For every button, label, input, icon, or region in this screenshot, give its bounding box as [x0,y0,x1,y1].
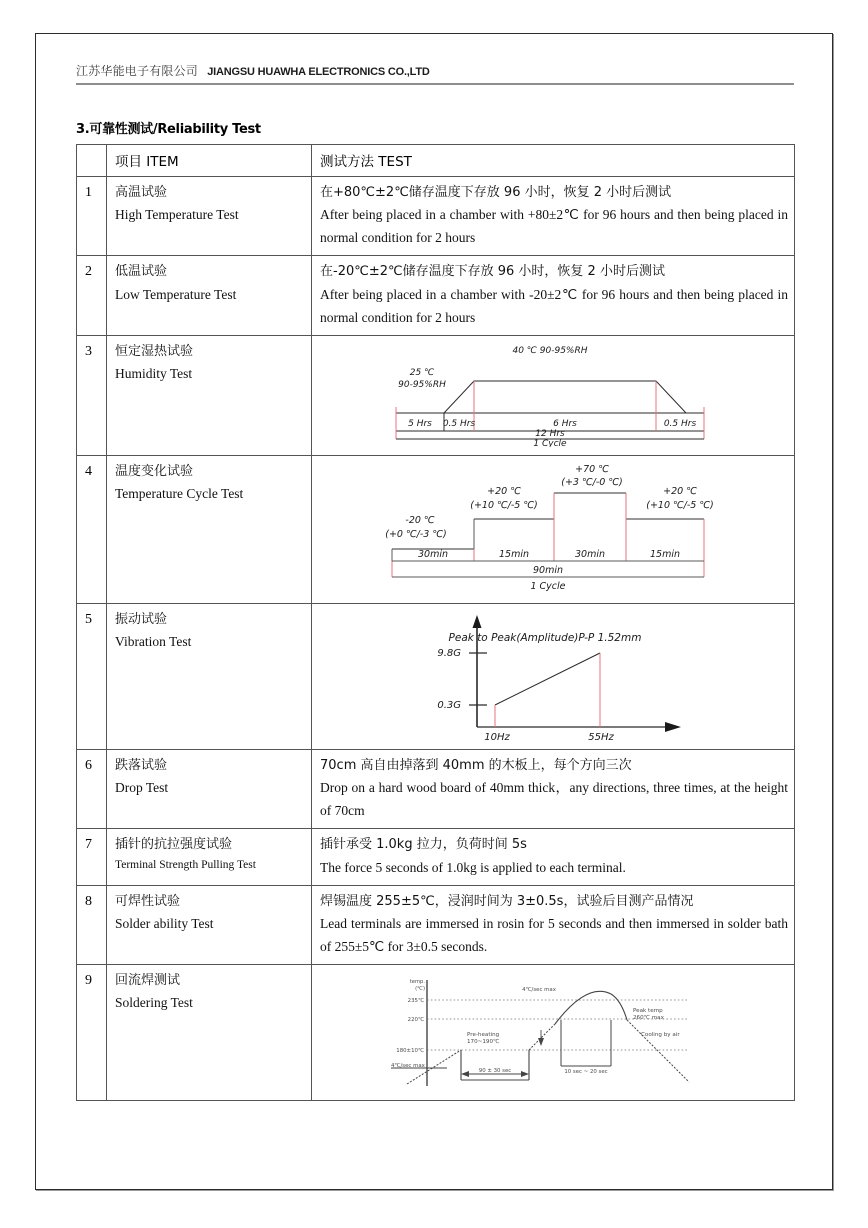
page-border [35,33,833,1190]
item-name-cn: 跌落试验 [115,757,168,773]
tc-temp-4b: (+10 ℃/-5 ℃) [646,499,714,511]
item-name-en: Humidity Test [115,366,193,382]
tc-temp-2b: (+10 ℃/-5 ℃) [470,499,538,511]
reflow-preheat-label-1: Pre-heating [467,1032,500,1039]
item-name-en: Terminal Strength Pulling Test [115,858,256,871]
company-name-cn: 江苏华能电子有限公司 [76,64,199,78]
vibration-title: Peak to Peak(Amplitude)P-P 1.52mm [448,631,642,644]
row-number: 4 [77,455,107,603]
row-test [312,177,795,256]
temperature-cycle-diagram [364,461,744,595]
row-test-figure [312,335,795,455]
test-method-en: After being placed in a chamber with +80±2℃ for 96 hours and then being placed in normal condition for 2 hours [320,207,788,246]
header-cell-test: 测试方法 TEST [312,145,795,177]
item-name-en: Low Temperature Test [115,286,237,302]
row-item [107,885,312,964]
vibration-y-low: 0.3G [437,699,461,711]
item-name-en: High Temperature Test [115,207,239,223]
row-item [107,965,312,1101]
row-number: 3 [77,335,107,455]
reflow-ramp-top-label: 4℃/sec max [522,987,556,994]
row-test-figure [312,603,795,749]
tc-segment-1: 30min [417,548,449,560]
vibration-x-high: 55Hz [588,731,614,741]
test-method-cn: 插针承受 1.0kg 拉力，负荷时间 5s [320,837,527,853]
reflow-peak-label-2: 260℃ max [633,1015,664,1022]
row-test-figure [312,965,795,1101]
tc-temp-3b: (+3 ℃/-0 ℃) [561,476,623,488]
humidity-top-label: 40 ℃ 90-95%RH [512,345,588,356]
tc-temp-1a: -20 ℃ [405,514,435,526]
tc-total-label: 90min [532,564,564,576]
item-name-en: Soldering Test [115,995,193,1011]
page-content [76,62,796,1101]
item-name-cn: 可焊性试验 [115,893,181,909]
tc-temp-2a: +20 ℃ [487,485,521,497]
item-name-cn: 插针的抗拉强度试验 [115,837,233,853]
reflow-ramp-left-label: 4℃/sec max [391,1063,425,1070]
row-item [107,749,312,828]
tc-segment-2: 15min [498,548,530,560]
humidity-segment-4: 0.5 Hrs [663,418,697,429]
test-method-cn: 70cm 高自由掉落到 40mm 的木板上，每个方向三次 [320,757,632,773]
tc-segment-3: 30min [574,548,606,560]
table-row [77,455,795,603]
reliability-test-table [76,144,795,1101]
table-row [77,965,795,1101]
reflow-y-tick-180: 180±10℃ [396,1048,424,1055]
document-header [76,62,796,82]
vibration-y-high: 9.8G [437,647,461,659]
humidity-cycle-label: 1 Cycle [533,438,567,447]
company-name-en: JIANGSU HUAWHA ELECTRONICS CO.,LTD [207,66,430,78]
row-item [107,256,312,335]
row-item [107,455,312,603]
item-name-cn: 恒定湿热试验 [115,343,194,359]
vibration-x-low: 10Hz [484,731,510,741]
reflow-soldering-profile-diagram [389,974,719,1094]
row-number: 2 [77,256,107,335]
item-name-cn: 低温试验 [115,264,168,280]
row-item [107,603,312,749]
humidity-segment-2: 0.5 Hrs [442,418,476,429]
row-number: 6 [77,749,107,828]
reflow-dwell-label: 10 sec ~ 20 sec [564,1069,608,1076]
test-method-cn: 在+80℃±2℃储存温度下存放 96 小时，恢复 2 小时后测试 [320,185,672,200]
vibration-profile-diagram [369,609,739,741]
row-number: 5 [77,603,107,749]
test-method-en: Drop on a hard wood board of 40mm thick，any directions, three times, at the height of 70cm [320,780,788,819]
row-item [107,335,312,455]
row-test [312,749,795,828]
row-item [107,829,312,885]
test-method-cn: 焊锡温度 255±5℃，浸润时间为 3±0.5s，试验后目测产品情况 [320,893,694,909]
table-row [77,885,795,964]
reflow-cooling-label: Cooling by air [641,1032,680,1039]
reflow-y-axis-label-2: (℃) [415,986,425,993]
row-test-figure [312,455,795,603]
row-number: 7 [77,829,107,885]
table-row [77,603,795,749]
test-method-cn: 在-20℃±2℃储存温度下存放 96 小时，恢复 2 小时后测试 [320,264,665,280]
item-name-en: Solder ability Test [115,915,214,931]
tc-temp-3a: +70 ℃ [575,463,609,475]
row-test [312,256,795,335]
header-cell-item: 项目 ITEM [107,145,312,177]
row-test [312,885,795,964]
row-number: 1 [77,177,107,256]
test-method-en: Lead terminals are immersed in rosin for 5 seconds and then immersed in solder bath of 255±5℃ for 3±0.5 seconds. [320,915,788,954]
humidity-left-label-1: 25 ℃ [409,367,435,378]
reflow-preheat-time-label: 90 ± 30 sec [478,1068,512,1075]
item-name-cn: 回流焊测试 [115,973,181,989]
header-divider [76,83,794,85]
table-row [77,256,795,335]
humidity-segment-1: 5 Hrs [408,418,432,429]
table-row [77,177,795,256]
humidity-segment-3: 6 Hrs [553,418,577,429]
humidity-profile-diagram [374,341,734,447]
item-name-cn: 振动试验 [115,611,168,627]
item-name-cn: 高温试验 [115,185,168,200]
reflow-y-axis-label-1: temp. [409,979,425,986]
table-row [77,335,795,455]
table-row [77,829,795,885]
tc-temp-1b: (+0 ℃/-3 ℃) [385,528,447,540]
tc-segment-4: 15min [649,548,681,560]
row-number: 9 [77,965,107,1101]
row-number: 8 [77,885,107,964]
section-title: 3.可靠性测试/Reliability Test [76,122,261,137]
tc-cycle-label: 1 Cycle [530,580,566,592]
test-method-en: After being placed in a chamber with -20±2℃ for 96 hours and then being placed in normal condition for 2 hours [320,286,788,325]
reflow-peak-label-1: Peak temp [633,1008,663,1015]
item-name-cn: 温度变化试验 [115,463,194,479]
header-cell-no [77,145,107,177]
reflow-y-tick-220: 220℃ [407,1017,424,1024]
humidity-left-label-2: 90-95%RH [398,379,446,390]
item-name-en: Drop Test [115,780,169,796]
row-test [312,829,795,885]
item-name-en: Temperature Cycle Test [115,486,244,502]
row-item [107,177,312,256]
test-method-en: The force 5 seconds of 1.0kg is applied to each terminal. [320,859,626,875]
reflow-preheat-label-2: 170~190℃ [467,1039,500,1046]
reflow-y-tick-235: 235℃ [407,998,424,1005]
tc-temp-4a: +20 ℃ [663,485,697,497]
item-name-en: Vibration Test [115,634,192,650]
table-row [77,749,795,828]
humidity-total-label: 12 Hrs [535,428,565,439]
table-header-row [77,145,795,177]
